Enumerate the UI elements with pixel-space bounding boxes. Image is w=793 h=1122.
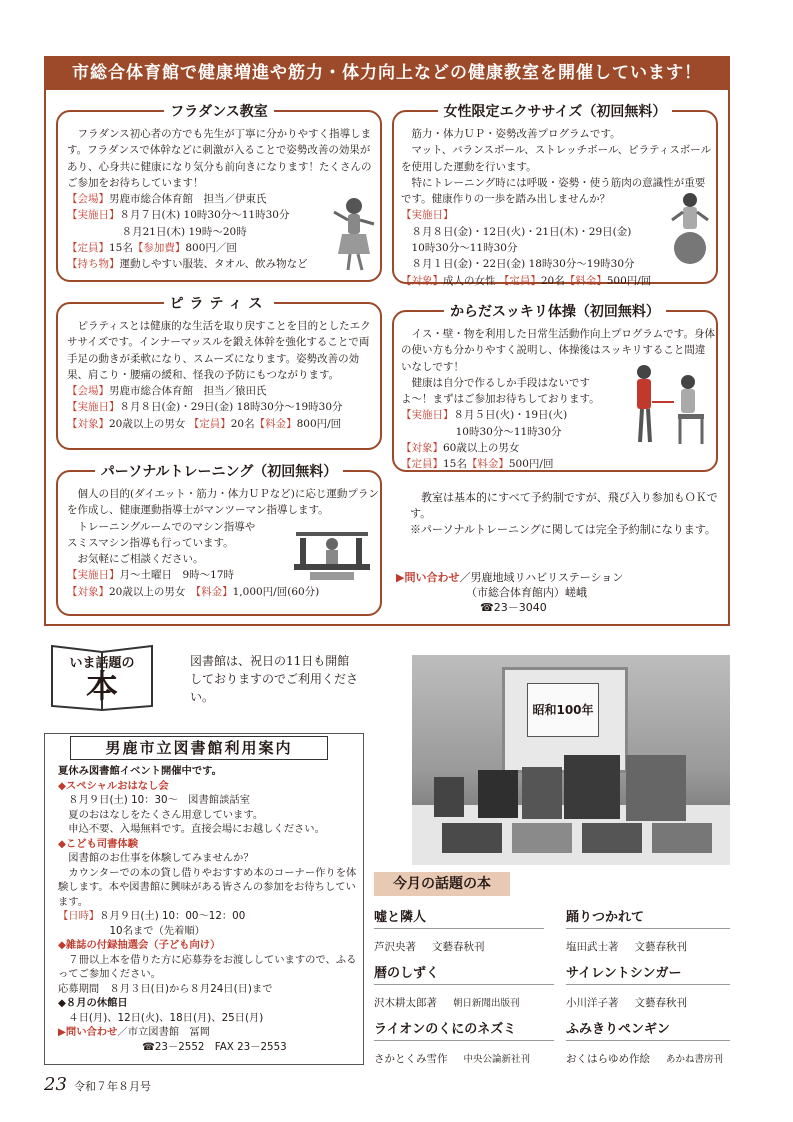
karada-text1: イス・壁・物を利用した日常生活動作向上プログラムです。身体の使い方も分かりやすく説明し、体操後はスッキリすること間違いなしです！ — [401, 328, 715, 373]
karada-target: 60歳以上の男女 — [443, 442, 520, 455]
women-text2: マット、バランスボール、ストレッチボール、ピラティスボールを使用した運動を行います。 — [401, 144, 712, 173]
issue-label: 令和７年８月号 — [74, 1080, 151, 1093]
karada-date1: ８月５日(火)・19日(火) — [453, 409, 568, 422]
pilates-venue: 男鹿市総合体育館 担当／猿田氏 — [109, 385, 267, 398]
badge-text: いま話題の — [69, 656, 135, 671]
karada-fee: 500円/回 — [508, 458, 554, 471]
women-date3: ８月１日(金)・22日(金) 18時30分～19時30分 — [411, 258, 635, 271]
event2-title: ◆こども司書体験 — [58, 837, 138, 850]
contact-location: （市総合体育館内）嵯峨 — [466, 586, 587, 599]
date-label: 【実施日】 — [67, 569, 120, 582]
personal-target: 20歳以上の男女 — [109, 585, 186, 598]
personal-training-panel — [56, 464, 382, 616]
hula-dancer-illustration — [330, 192, 378, 272]
personal-text2: トレーニングルームでのマシン指導や — [77, 520, 256, 533]
contact-name: ／男鹿地域リハビリステーション — [459, 571, 624, 584]
pilates-date: ８月８日(金)・29日(金) 18時30分～19時30分 — [119, 401, 343, 414]
monthly-books-title: 今月の話題の本 — [374, 872, 510, 896]
event1-line2: 夏のおはなしをたくさん用意しています。 — [68, 808, 264, 821]
book-title: 嘘と隣人 — [374, 910, 427, 925]
body-refresh-panel — [392, 304, 718, 472]
date-label: 【実施日】 — [401, 209, 454, 222]
book-author: 小川洋子著 — [566, 997, 619, 1009]
book-author: 沢木耕太郎著 — [374, 997, 437, 1009]
karada-text2: 健康は自分で作るしか手段はないです — [411, 376, 590, 389]
date-label: 【実施日】 — [401, 409, 454, 422]
event3-title: ◆雑誌の付録抽選会（子ども向け） — [58, 939, 221, 951]
women-text3: 特にトレーニング時には呼吸・姿勢・使う筋肉の意識性が重要です。健康作りの一歩を踏み出しませんか？ — [401, 176, 706, 206]
health-contact — [396, 570, 716, 615]
book-author: 塩田武士著 — [566, 941, 619, 953]
book-title: 踊りつかれて — [566, 910, 645, 925]
book-item — [566, 962, 730, 1011]
book-item — [566, 906, 730, 955]
library-info-body — [58, 764, 358, 1054]
book-display-photo — [412, 655, 730, 865]
book-author: さかとくみ雪作 — [374, 1053, 448, 1065]
women-target: 成人の女性 — [443, 274, 496, 287]
target-label: 【対象】 — [67, 417, 109, 430]
contact-label: ▶問い合わせ — [396, 571, 460, 584]
hula-panel — [56, 104, 382, 282]
library-contact: ／市立図書館 冨岡 — [117, 1026, 211, 1038]
book-publisher: あかね書房刊 — [666, 1054, 724, 1065]
date-label: 【実施日】 — [67, 401, 120, 414]
karada-text3: よ～！まずはご参加お待ちしております。 — [401, 393, 600, 406]
women-exercise-panel — [392, 104, 718, 287]
book-title: ライオンのくにのネズミ — [374, 1022, 517, 1037]
venue-label: 【会場】 — [67, 193, 109, 206]
fee-label: 【料金】 — [466, 458, 509, 471]
closed-days-title: ◆８月の休館日 — [58, 997, 128, 1009]
event2-line1: 図書館のお仕事を体験してみませんか？ — [68, 852, 254, 864]
book-item — [374, 906, 544, 955]
book-publisher: 中央公論新社刊 — [463, 1054, 531, 1065]
fee-label: 【参加費】 — [132, 242, 186, 255]
hula-description: フラダンス初心者の方でも先生が丁寧に分かりやすく指導します。フラダンスで体幹などに刺激が入ることで姿勢改善の効果があり、心身共に健康になり気分も前向きになります！たくさんのご参加をお待ちしています！ — [67, 128, 372, 189]
personal-text3: スミスマシン指導も行っています。 — [67, 536, 234, 549]
hula-fee: 800円／回 — [185, 242, 237, 255]
event2-cap: 10名まで（先着順） — [109, 924, 205, 937]
cap-label: 【定員】 — [67, 242, 109, 255]
phone-icon: ☎ — [480, 601, 494, 614]
women-cap: 20名 — [540, 274, 565, 287]
book-item — [566, 1018, 730, 1067]
hot-book-badge — [48, 640, 156, 712]
event3-line2: 応募期間 ８月３日(日)から８月24日(日)まで — [58, 982, 273, 995]
personal-title: パーソナルトレーニング（初回無料） — [95, 464, 343, 480]
pilates-description: ピラティスとは健康的な生活を取り戻すことを目的としたエクササイズです。インナーマッスルを鍛え体幹を強化することで両手足の動きが柔軟になり、スムーズになります。姿勢改善の効果、肩こり・腰痛の緩和、怪我の予防にもつながります。 — [67, 320, 371, 381]
book-author: おくはらゆめ作絵 — [566, 1053, 650, 1065]
date-label: 【実施日】 — [67, 209, 120, 222]
pilates-target: 20歳以上の男女 — [109, 417, 186, 430]
library-open-notice: 図書館は、祝日の11日も開館しておりますのでご利用ください。 — [190, 654, 359, 704]
personal-fee: 1,000円/回(60分) — [232, 585, 320, 598]
book-title: 暦のしずく — [374, 966, 440, 981]
cap-label: 【定員】 — [498, 274, 541, 287]
women-fee: 500円/回 — [606, 274, 652, 287]
pilates-title: ピラティス — [164, 296, 275, 312]
badge-book: 本 — [85, 667, 118, 705]
women-date2: 10時30分～11時30分 — [411, 242, 518, 255]
event1-line1: ８月９日(土) 10：30～ 図書館談話室 — [68, 794, 250, 806]
karada-title: からだスッキリ体操（初回無料） — [444, 304, 666, 320]
karada-cap: 15名 — [443, 458, 467, 471]
contact-label: ▶問い合わせ — [58, 1026, 118, 1038]
venue-label: 【会場】 — [67, 385, 109, 398]
hula-date2: ８月21日(木) 19時～20時 — [121, 225, 247, 238]
women-title: 女性限定エクササイズ（初回無料） — [438, 104, 673, 120]
karada-date2: 10時30分～11時30分 — [455, 425, 562, 438]
personal-text4: お気軽にご相談ください。 — [77, 553, 204, 566]
book-publisher: 文藝春秋刊 — [634, 997, 688, 1009]
event2-line2: カウンターでの本の貸し借りやおすすめ本のコーナー作りを体験します。本や図書館に興味がある皆さんの参加をお待ちしています。 — [58, 866, 357, 908]
book-title: サイレントシンガー — [566, 966, 682, 981]
hula-bring: 運動しやすい服装、タオル、飲み物など — [119, 258, 308, 271]
note-reservation: 教室は基本的にすべて予約制ですが、飛び入り参加もＯＫです。 — [410, 491, 718, 520]
hula-cap: 15名 — [109, 242, 133, 255]
pilates-panel — [56, 296, 382, 450]
note-personal: ※パーソナルトレーニングに関しては完全予約制になります。 — [410, 523, 716, 536]
personal-description: 個人の目的(ダイエット・筋力・体力ＵＰなど)に応じ運動プランを作成し、健康運動指導士がマンツーマン指導します。 — [67, 488, 379, 517]
page-number: 23 — [44, 1074, 67, 1095]
chair-exercise-illustration — [622, 362, 714, 448]
fee-label: 【料金】 — [195, 585, 233, 598]
book-author: 芦沢央著 — [374, 941, 416, 953]
book-item — [374, 962, 554, 1011]
reservation-notes — [410, 490, 720, 538]
book-item — [374, 1018, 554, 1067]
contact-tel: 23－3040 — [493, 601, 547, 614]
fee-label: 【料金】 — [254, 417, 297, 430]
women-date1: ８月８日(金)・12日(火)・21日(木)・29日(金) — [411, 225, 632, 238]
target-label: 【対象】 — [401, 442, 443, 455]
event2-date: ８月９日(土) 10：00～12：00 — [99, 910, 246, 922]
event1-line3: 申込不要、入場無料です。直接会場にお越しください。 — [68, 823, 325, 835]
book-publisher: 文藝春秋刊 — [432, 941, 485, 953]
event1-title: ◆スペシャルおはなし会 — [58, 779, 169, 792]
target-label: 【対象】 — [67, 585, 109, 598]
pilates-fee: 800円/回 — [296, 417, 342, 430]
hula-venue: 男鹿市総合体育館 担当／伊東氏 — [109, 193, 267, 206]
training-machine-illustration — [290, 524, 374, 584]
date-label: 【日時】 — [58, 910, 100, 922]
cap-label: 【定員】 — [188, 417, 231, 430]
fee-label: 【料金】 — [564, 274, 607, 287]
closed-days: ４日(月)、12日(火)、18日(月)、25日(月) — [68, 1011, 264, 1024]
phone-icon: ☎ — [142, 1040, 155, 1053]
book-title: ふみきりペンギン — [566, 1022, 670, 1037]
target-label: 【対象】 — [401, 274, 443, 287]
book-publisher: 朝日新聞出版刊 — [453, 998, 520, 1009]
library-intro: 夏休み図書館イベント開催中です。 — [58, 765, 222, 777]
event3-line1: ７冊以上本を借りた方に応募券をお渡ししていますので、ふるってご参加ください。 — [58, 953, 357, 980]
cap-label: 【定員】 — [401, 458, 443, 471]
bring-label: 【持ち物】 — [67, 258, 120, 271]
hula-title: フラダンス教室 — [164, 104, 274, 120]
library-info-title: 男鹿市立図書館利用案内 — [70, 736, 328, 760]
women-text1: 筋力・体力ＵＰ・姿勢改善プログラムです。 — [411, 128, 621, 140]
section-title: 市総合体育館で健康増進や筋力・体力向上などの健康教室を開催しています！ — [44, 56, 730, 90]
balance-ball-illustration — [666, 190, 714, 266]
library-tel: 23－2552 FAX 23－2553 — [154, 1040, 287, 1053]
personal-date: 月～土曜日 9時～17時 — [119, 569, 235, 582]
showa-100-sign: 昭和100年 — [527, 683, 599, 737]
pilates-cap: 20名 — [230, 417, 255, 430]
hula-date1: ８月７日(木) 10時30分～11時30分 — [119, 209, 290, 222]
book-publisher: 文藝春秋刊 — [634, 941, 688, 953]
